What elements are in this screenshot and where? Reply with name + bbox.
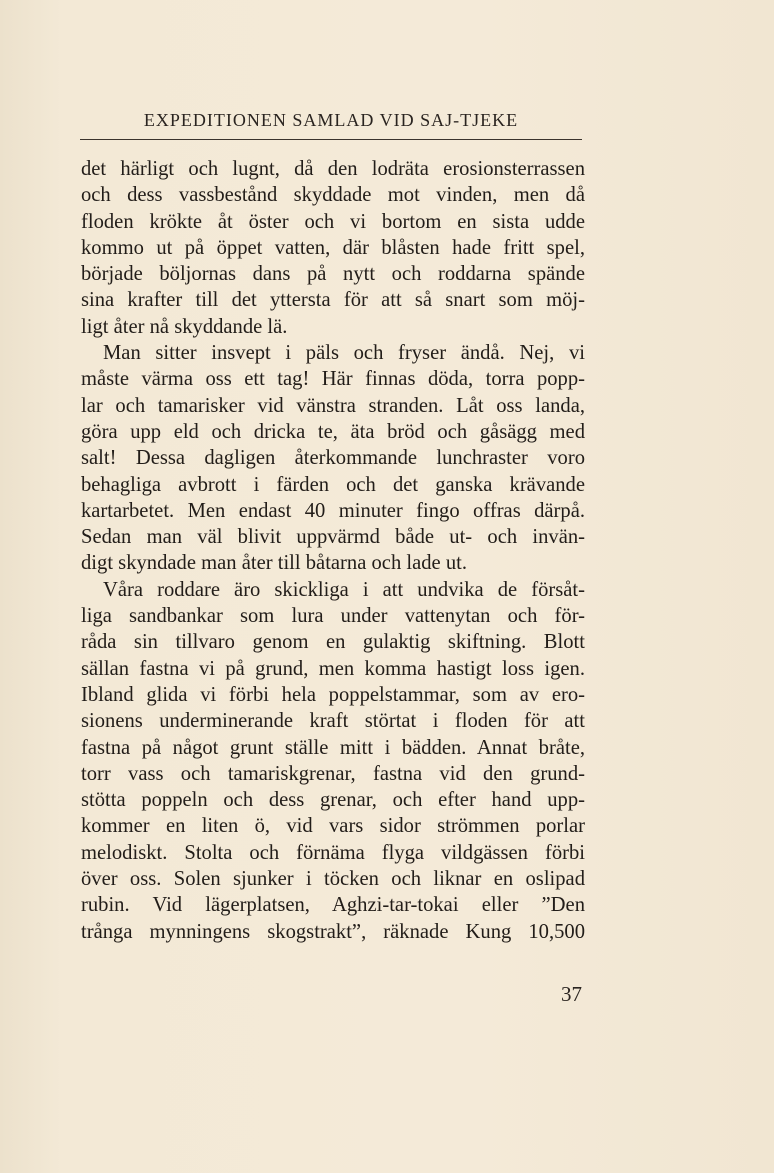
text-line: Våra roddare äro skickliga i att undvika de försåt- [103,578,585,601]
text-line: digt skyndade man åter till båtarna och lade ut. [81,552,468,575]
text-line: sionens underminerande kraft störtat i floden för att [81,710,585,733]
text-line: Man sitter insvept i päls och fryser ändå. Nej, vi [103,342,585,365]
text-line: melodiskt. Stolta och förnäma flyga vildgässen förbi [81,841,585,864]
text-line: kommo ut på öppet vatten, där blåsten hade fritt spel, [81,236,585,259]
text-line: göra upp eld och dricka te, äta bröd och gåsägg med [81,420,585,443]
text-line: rubin. Vid lägerplatsen, Aghzi-tar-tokai eller ”Den [81,894,585,917]
text-line: över oss. Solen sjunker i töcken och liknar en oslipad [81,868,585,891]
text-line: började böljornas dans på nytt och roddarna spände [81,263,585,286]
text-line: lar och tamarisker vid vänstra stranden. Låt oss landa, [81,394,585,417]
text-line: måste värma oss ett tag! Här finnas döda, torra popp- [81,368,585,391]
text-line: kartarbetet. Men endast 40 minuter fingo offras därpå. [81,499,585,522]
running-head: EXPEDITIONEN SAMLAD VID SAJ-TJEKE [143,110,519,130]
text-line: liga sandbankar som lura under vattenytan och för- [81,605,585,628]
text-line: floden krökte åt öster och vi bortom en sista udde [81,210,585,233]
text-line: fastna på något grunt ställe mitt i bädden. Annat bråte, [81,736,585,759]
text-line: salt! Dessa dagligen återkommande lunchraster voro [81,447,585,470]
text-line: behagliga avbrott i färden och det ganska krävande [81,473,585,496]
text-line: kommer en liten ö, vid vars sidor strömmen porlar [81,815,585,838]
text-line: Ibland glida vi förbi hela poppelstammar, som av ero- [81,683,585,706]
text-line: råda sin tillvaro genom en gulaktig skiftning. Blott [81,631,585,654]
text-line: sina krafter till det yttersta för att så snart som möj- [81,289,585,312]
text-line: Sedan man väl blivit uppvärmd både ut- och invän- [81,526,585,549]
header-rule [80,139,582,140]
text-line: sällan fastna vi på grund, men komma hastigt loss igen. [81,657,585,680]
page-number: 37 [561,982,582,1006]
text-line: stötta poppeln och dess grenar, och efter hand upp- [81,789,585,812]
text-line: ligt åter nå skyddande lä. [81,315,288,338]
text-line: och dess vassbestånd skyddade mot vinden, men då [81,184,585,207]
text-line: torr vass och tamariskgrenar, fastna vid den grund- [81,762,585,785]
body-text [81,156,585,945]
text-line: det härligt och lugnt, då den lodräta erosionsterrassen [81,158,585,180]
text-line: trånga mynningens skogstrakt”, räknade Kung 10,500 [81,920,585,943]
